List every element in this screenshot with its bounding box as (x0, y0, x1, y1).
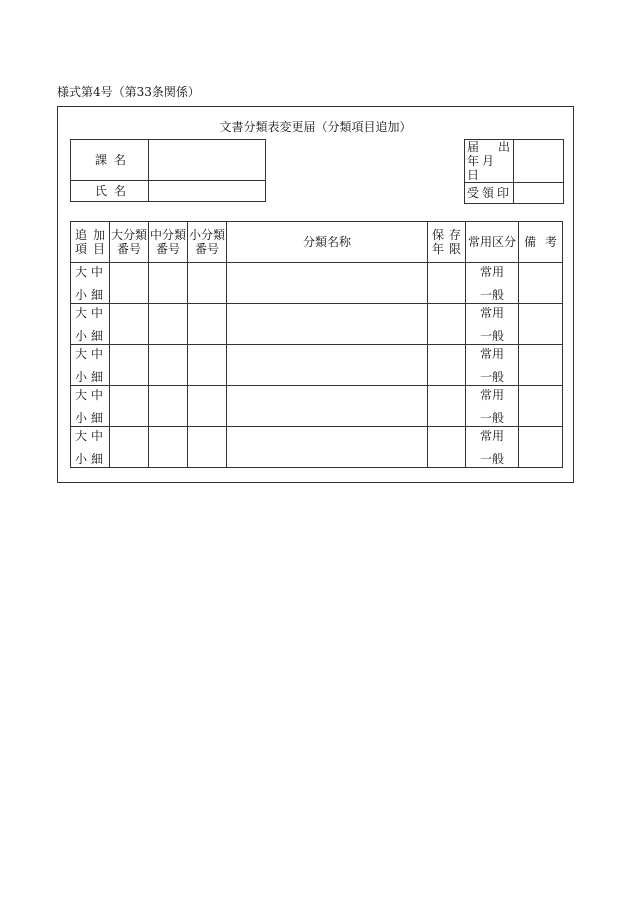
header-remarks-char-1: 備 (524, 235, 537, 249)
header-minor-number (188, 222, 227, 263)
table-row (71, 304, 563, 345)
usage-cell[interactable] (466, 345, 519, 386)
level-minor: 小 (75, 369, 88, 384)
header-class-name: 分類名称 (227, 222, 428, 263)
class-name-input[interactable] (227, 386, 428, 427)
header-item-char-4: 目 (92, 242, 105, 256)
usage-regular: 常用 (479, 346, 504, 361)
header-major-number (110, 222, 149, 263)
name-label-char-1: 氏 (95, 184, 108, 198)
retention-input[interactable] (428, 427, 466, 468)
section-input[interactable] (149, 140, 266, 181)
usage-cell[interactable] (466, 386, 519, 427)
level-middle: 中 (90, 346, 103, 361)
remarks-input[interactable] (519, 427, 563, 468)
submit-date-label (465, 140, 514, 183)
header-item-char-1: 追 (75, 228, 88, 242)
usage-cell[interactable] (466, 263, 519, 304)
header-remarks-char-2: 考 (544, 235, 557, 249)
major-number-input[interactable] (110, 304, 149, 345)
usage-cell[interactable] (466, 427, 519, 468)
submit-date-row (465, 140, 564, 183)
minor-number-input[interactable] (188, 427, 227, 468)
major-number-input[interactable] (110, 263, 149, 304)
level-middle: 中 (90, 305, 103, 320)
level-detail: 細 (90, 410, 103, 425)
minor-number-input[interactable] (188, 263, 227, 304)
major-number-input[interactable] (110, 427, 149, 468)
table-row (71, 263, 563, 304)
section-label-cell (71, 140, 149, 181)
header-row (71, 222, 563, 263)
usage-regular: 常用 (479, 428, 504, 443)
level-minor: 小 (75, 287, 88, 302)
table-row (71, 427, 563, 468)
stamp-label: 受領印 (465, 183, 514, 204)
submit-date-char-1: 届 (467, 140, 480, 154)
level-detail: 細 (90, 328, 103, 343)
level-minor: 小 (75, 328, 88, 343)
level-detail: 細 (90, 287, 103, 302)
level-middle: 中 (90, 387, 103, 402)
submit-date-input[interactable] (514, 140, 564, 183)
level-detail: 細 (90, 451, 103, 466)
usage-regular: 常用 (479, 264, 504, 279)
header-minor-line2: 番号 (194, 242, 219, 256)
header-retention-char-2: 存 (448, 228, 461, 242)
table-row (71, 386, 563, 427)
middle-number-input[interactable] (149, 386, 188, 427)
row-level-cell[interactable] (71, 427, 110, 468)
usage-general: 一般 (479, 287, 504, 302)
class-name-input[interactable] (227, 263, 428, 304)
level-major: 大 (75, 428, 88, 443)
table-row (71, 345, 563, 386)
header-retention-char-1: 保 (432, 228, 445, 242)
row-level-cell[interactable] (71, 304, 110, 345)
section-label-char-2: 名 (113, 153, 126, 167)
usage-regular: 常用 (479, 305, 504, 320)
header-retention-char-4: 限 (448, 242, 461, 256)
middle-number-input[interactable] (149, 304, 188, 345)
submit-date-line2: 年月日 (467, 154, 498, 182)
level-middle: 中 (90, 428, 103, 443)
form-title: 文書分類表変更届（分類項目追加） (219, 120, 412, 134)
level-detail: 細 (90, 369, 103, 384)
classification-table (70, 221, 563, 468)
header-middle-line2: 番号 (155, 242, 180, 256)
retention-input[interactable] (428, 386, 466, 427)
level-major: 大 (75, 305, 88, 320)
class-name-input[interactable] (227, 304, 428, 345)
name-label-char-2: 名 (113, 184, 126, 198)
receipt-table (464, 139, 564, 204)
header-major-line1: 大分類 (110, 228, 147, 242)
class-name-input[interactable] (227, 427, 428, 468)
level-major: 大 (75, 264, 88, 279)
middle-number-input[interactable] (149, 345, 188, 386)
usage-general: 一般 (479, 410, 504, 425)
level-major: 大 (75, 387, 88, 402)
minor-number-input[interactable] (188, 345, 227, 386)
middle-number-input[interactable] (149, 427, 188, 468)
row-level-cell[interactable] (71, 386, 110, 427)
section-label-char-1: 課 (95, 153, 108, 167)
section-row (71, 140, 266, 181)
usage-regular: 常用 (479, 387, 504, 402)
submit-date-char-2: 出 (497, 140, 510, 154)
row-level-cell[interactable] (71, 263, 110, 304)
major-number-input[interactable] (110, 345, 149, 386)
header-retention (428, 222, 466, 263)
level-minor: 小 (75, 410, 88, 425)
header-middle-number (149, 222, 188, 263)
middle-number-input[interactable] (149, 263, 188, 304)
header-item-char-2: 加 (92, 228, 105, 242)
usage-general: 一般 (479, 328, 504, 343)
name-row (71, 181, 266, 202)
header-usage: 常用区分 (466, 222, 519, 263)
remarks-input[interactable] (519, 345, 563, 386)
name-input[interactable] (149, 181, 266, 202)
header-major-line2: 番号 (116, 242, 141, 256)
minor-number-input[interactable] (188, 304, 227, 345)
retention-input[interactable] (428, 263, 466, 304)
header-middle-line1: 中分類 (149, 228, 186, 242)
name-label-cell (71, 181, 149, 202)
level-minor: 小 (75, 451, 88, 466)
class-name-input[interactable] (227, 345, 428, 386)
header-remarks (519, 222, 563, 263)
minor-number-input[interactable] (188, 386, 227, 427)
level-middle: 中 (90, 264, 103, 279)
stamp-area[interactable] (514, 183, 564, 204)
header-item (71, 222, 110, 263)
remarks-input[interactable] (519, 304, 563, 345)
usage-general: 一般 (479, 451, 504, 466)
remarks-input[interactable] (519, 386, 563, 427)
usage-general: 一般 (479, 369, 504, 384)
header-retention-char-3: 年 (432, 242, 445, 256)
header-minor-line1: 小分類 (188, 228, 225, 242)
retention-input[interactable] (428, 345, 466, 386)
form-frame (57, 106, 574, 483)
form-number-label: 様式第4号（第33条関係） (57, 85, 200, 99)
level-major: 大 (75, 346, 88, 361)
usage-cell[interactable] (466, 304, 519, 345)
retention-input[interactable] (428, 304, 466, 345)
major-number-input[interactable] (110, 386, 149, 427)
applicant-table (70, 139, 266, 202)
header-item-char-3: 項 (75, 242, 88, 256)
stamp-row (465, 183, 564, 204)
row-level-cell[interactable] (71, 345, 110, 386)
remarks-input[interactable] (519, 263, 563, 304)
